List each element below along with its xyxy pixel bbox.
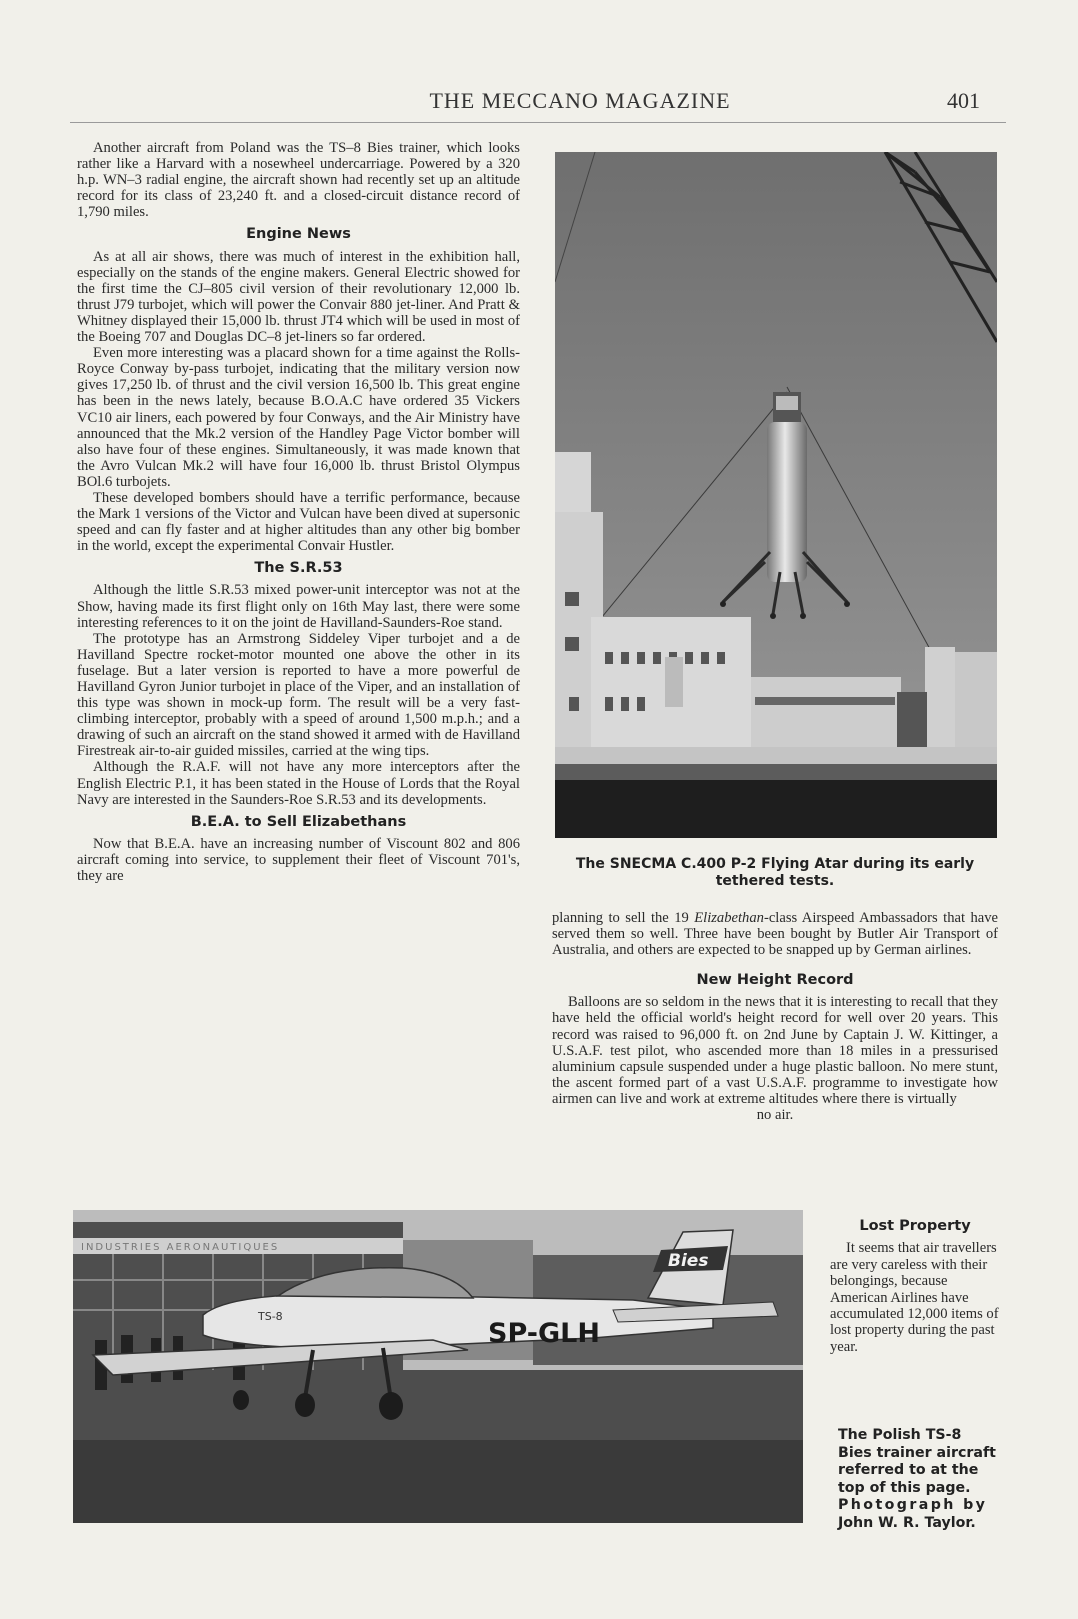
building-sign: INDUSTRIES AERONAUTIQUES [81, 1242, 280, 1253]
paragraph-bea-1: Now that B.E.A. have an increasing number of Viscount 802 and 806 aircraft coming into service, to supplement their fleet of Viscount 701's, they are [77, 835, 520, 885]
elizabethan-italic: Elizabethan [694, 910, 764, 926]
header-rule [70, 122, 1006, 123]
page-number: 401 [947, 88, 980, 113]
heading-lost-property: Lost Property [859, 1218, 971, 1234]
paragraph-height-record-end: no air. [756, 1107, 794, 1124]
snecma-flying-atar-photo [555, 152, 997, 838]
paragraph-height-record: Balloons are so seldom in the news that it is interesting to recall that they have held the official world's height record for well over 20 years. This record was raised to 96,000 ft. on 2nd June by Captain J. W. Kittinger, a U.S.A.F. test pilot, who ascended more than 18 miles in a pressurised aluminium capsule suspended under a huge plastic balloon. No mere stunt, the ascent formed part of a vast U.S.A.F. programme to investigate how airmen can live and work at extreme altitudes where there is virtually [552, 994, 998, 1107]
paragraph-sr53-2: The prototype has an Armstrong Siddeley Viper turbojet and a de Havilland Spectre rocket-motor mounted one above the other in its fuselage. But a later version is reported to have a more powerful de Havilland Gyron Junior turbojet in place of the Viper, and an installation of this type was shown in mock-up form. The result will be a very fast-climbing interceptor, probably with a speed of around 1,500 m.p.h.; and a drawing of such an aircraft on the stand showed it armed with de Havilland Firestreak air-to-air guided missiles, carried at the wing tips. [77, 630, 520, 760]
paragraph-bea-2 [552, 910, 998, 958]
tail-name: Bies [668, 1251, 709, 1271]
caption-line: Bies trainer aircraft [838, 1444, 996, 1461]
caption-line: Photograph by [838, 1497, 988, 1513]
paragraph-engine-1: As at all air shows, there was much of interest in the exhibition hall, especially on the stands of the engine makers. General Electric showed for the first time the CJ–805 civil version of their revolutionary 12,000 lb. thrust J79 turbojet, which will power the Convair 880 jet-liner. And Pratt & Whitney displayed their 15,000 lb. thrust JT4 which will be used in most of the Boeing 707 and Douglas DC–8 jet-liners so far ordered. [77, 248, 520, 346]
paragraph-engine-3: These developed bombers should have a terrific performance, because the Mark 1 versions of the Victor and Vulcan have been dived at supersonic speed and can fly faster and at higher altitudes than any other big bomber in the world, except the experimental Convair Hustler. [77, 489, 520, 555]
nose-marking: TS-8 [258, 1310, 283, 1323]
running-head [70, 88, 1010, 114]
magazine-title: THE MECCANO MAGAZINE [429, 88, 731, 113]
heading-sr53: The S.R.53 [254, 560, 343, 577]
bea-2-end: -class Airspeed Ambassadors that have served them so well. Three have been bought by Butler Air Transport of Australia, and others are expected to be snapped up by German airlines. [552, 910, 998, 959]
ts8-bies-photo [73, 1210, 803, 1523]
bea-2-start: planning to sell the 19 [552, 910, 695, 926]
paragraph-ts8-intro: Another aircraft from Poland was the TS–8 Bies trainer, which looks rather like a Harvard with a nosewheel undercarriage. Powered by a 320 h.p. WN–3 radial engine, the aircraft shown had recently set up an altitude record for its class of 23,240 ft. and a closed-circuit distance record of 1,790 miles. [77, 140, 520, 221]
rocket-photo-illustration [555, 152, 997, 838]
lost-property-box [830, 1218, 1000, 1355]
paragraph-lost-property: It seems that air travellers are very careless with their belongings, because American Airlines have accumulated 12,000 items of lost property during the past year. [830, 1240, 999, 1355]
paragraph-engine-2: Even more interesting was a placard shown for a time against the Rolls-Royce Conway by-pass turbojet, indicating that the military version now gives 17,250 lb. of thrust and the civil version 16,500 lb. This great engine has been in the news lately, because B.O.A.C have ordered 35 Vickers VC10 air liners, each powered by four Conways, and the Air Ministry have announced that the Mk.2 version of the Handley Page Victor bomber will also have four of these engines. Simultaneously, it was made known that the Avro Vulcan Mk.2 will have four 16,000 lb. thrust Bristol Olympus BOl.6 turbojets. [77, 345, 520, 490]
caption-line: John W. R. Taylor. [838, 1514, 976, 1531]
plane-photo-caption [838, 1427, 998, 1532]
caption-line: The Polish TS-8 [838, 1427, 962, 1443]
caption-line: referred to at the [838, 1462, 979, 1478]
heading-bea: B.E.A. to Sell Elizabethans [190, 813, 407, 830]
paragraph-sr53-1: Although the little S.R.53 mixed power-unit interceptor was not at the Show, having made its first flight only on 16th May last, there were some interesting references to it on the joint de Havilland-Saunders-Roe stand. [77, 582, 520, 631]
rocket-photo-caption: The SNECMA C.400 P-2 Flying Atar during its early tethered tests. [575, 856, 975, 889]
heading-height-record: New Height Record [696, 972, 854, 989]
heading-engine-news: Engine News [246, 226, 351, 243]
right-column [552, 910, 998, 1123]
paragraph-sr53-3: Although the R.A.F. will not have any more interceptors after the English Electric P.1, it has been stated in the House of Lords that the Royal Navy are interested in the Saunders-Roe S.R.53 and its developments. [77, 759, 520, 808]
left-column [77, 140, 520, 884]
aircraft-registration: SP-GLH [488, 1318, 600, 1349]
plane-photo-illustration [73, 1210, 803, 1523]
caption-line: top of this page. [838, 1479, 971, 1496]
